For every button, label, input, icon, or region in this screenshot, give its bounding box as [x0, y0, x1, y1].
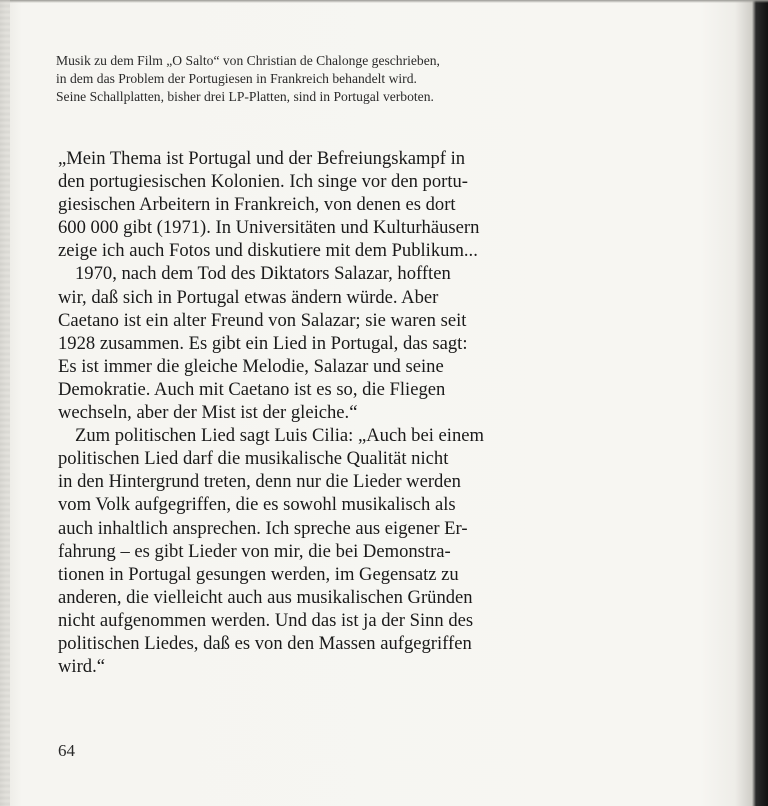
body-line: wir, daß sich in Portugal etwas ändern würde. Aber [58, 286, 439, 308]
body-text [58, 147, 678, 678]
body-line: 600 000 gibt (1971). In Universitäten und Kulturhäusern [58, 217, 480, 239]
body-line: Zum politischen Lied sagt Luis Cilia: „Auch bei einem [75, 425, 484, 447]
body-line: auch inhaltlich ansprechen. Ich spreche aus eigener Er- [58, 517, 468, 539]
footnote-line: Seine Schallplatten, bisher drei LP-Platten, sind in Portugal verboten. [56, 89, 434, 104]
body-line: anderen, die vielleicht auch aus musikalischen Gründen [58, 586, 473, 608]
body-line: Demokratie. Auch mit Caetano ist es so, die Fliegen [58, 378, 446, 400]
page-top-edge [0, 0, 768, 3]
body-line: fahrung – es gibt Lieder von mir, die bei Demonstra- [58, 540, 451, 562]
body-line: tionen in Portugal gesungen werden, im Gegensatz zu [58, 563, 459, 585]
body-line: nicht aufgenommen werden. Und das ist ja der Sinn des [58, 609, 474, 631]
footnote-line: Musik zu dem Film „O Salto“ von Christian de Chalonge geschrieben, [56, 53, 440, 68]
body-line: politischen Liedes, daß es von den Massen aufgegriffen [58, 632, 472, 654]
body-line: Caetano ist ein alter Freund von Salazar; sie waren seit [58, 309, 467, 331]
body-line: den portugiesischen Kolonien. Ich singe vor den portu- [58, 171, 468, 193]
body-line: 1928 zusammen. Es gibt ein Lied in Portugal, das sagt: [58, 332, 468, 354]
footnote [56, 52, 656, 106]
footnote-line: in dem das Problem der Portugiesen in Frankreich behandelt wird. [56, 71, 417, 86]
body-line: in den Hintergrund treten, denn nur die Lieder werden [58, 471, 461, 493]
page-binding-edge [0, 0, 10, 806]
body-line: wechseln, aber der Mist ist der gleiche.“ [58, 402, 358, 424]
body-line: 1970, nach dem Tod des Diktators Salazar, hofften [75, 263, 451, 285]
body-line: zeige ich auch Fotos und diskutiere mit dem Publikum... [58, 240, 478, 262]
body-line: politischen Lied darf die musikalische Qualität nicht [58, 448, 449, 470]
body-line: vom Volk aufgegriffen, die es sowohl musikalisch als [58, 494, 456, 516]
body-line: giesischen Arbeitern in Frankreich, von denen es dort [58, 194, 456, 216]
body-line: wird.“ [58, 656, 105, 678]
body-line: „Mein Thema ist Portugal und der Befreiungskampf in [58, 148, 466, 169]
page-number: 64 [58, 741, 75, 760]
body-line: Es ist immer die gleiche Melodie, Salazar und seine [58, 355, 444, 377]
